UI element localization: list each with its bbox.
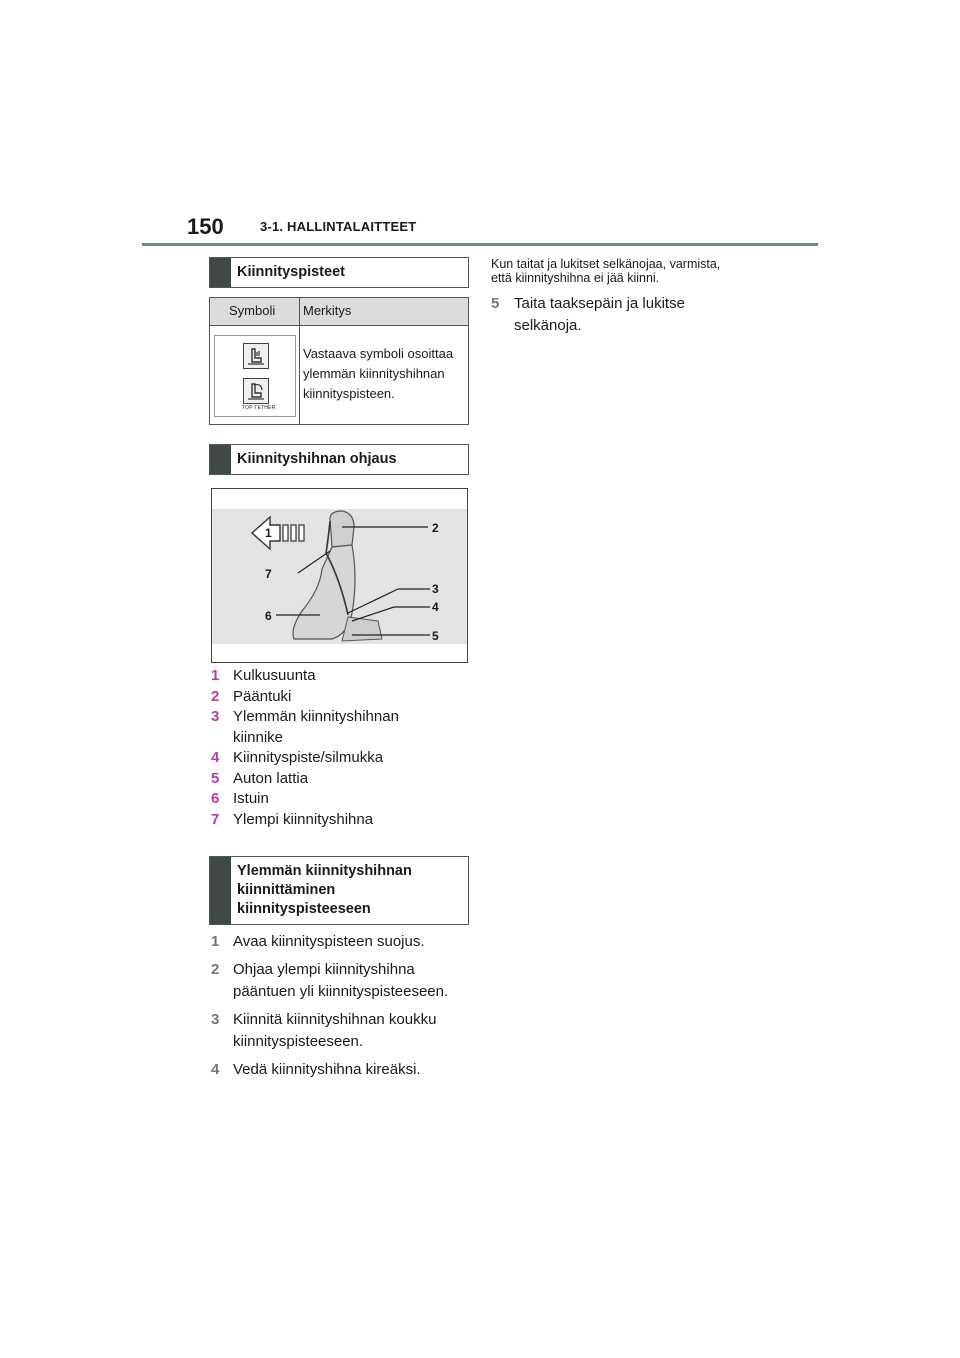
diagram-label-2: 2 [432,521,439,535]
symbol-table [209,297,469,425]
step-item: 5 Taita taaksepäin ja lukitse selkänoja. [491,295,685,334]
step-item: 1 Avaa kiinnityspisteen suojus. [211,933,425,950]
col-symbol-header: Symboli [229,303,276,318]
header-rule [142,243,818,246]
diagram-label-5: 5 [432,629,439,643]
step-5 [491,293,751,337]
attach-tether-title: Ylemmän kiinnityshihnan kiinnittäminen kiinnityspisteeseen [237,863,412,917]
legend-item: 3 Ylemmän kiinnityshihnan kiinnike [211,708,399,746]
symbol-cell [214,335,296,417]
column-separator [299,298,300,424]
symbol-meaning: Vastaava symboli osoittaa ylemmän kiinnityshihnan kiinnityspisteen. [303,346,454,401]
attach-tether-heading [209,856,469,925]
symbol-table-header [210,298,468,326]
legend-item: 4 Kiinnityspiste/silmukka [211,749,384,766]
child-seat-anchor-icon [243,343,269,369]
anchor-points-heading [209,257,469,288]
diagram-legend [211,666,461,830]
legend-item: 2 Pääntuki [211,687,292,705]
diagram-label-4: 4 [432,600,439,614]
tether-routing-heading [209,444,469,475]
diagram-label-1: 1 [265,526,272,540]
diagram-label-3: 3 [432,582,439,596]
step-item: 3 Kiinnitä kiinnityshihnan koukku kiinnityspisteeseen. [211,1011,437,1050]
legend-item: 7 Ylempi kiinnityshihna [211,810,374,828]
col-meaning-header: Merkitys [303,303,352,318]
step-item: 4 Vedä kiinnityshihna kireäksi. [211,1061,421,1078]
fold-note: Kun taitat ja lukitset selkänojaa, varmista, että kiinnityshihna ei jää kiinni. [491,257,721,285]
anchor-points-title: Kiinnityspisteet [237,264,345,280]
page-number: 150 [187,214,224,239]
section-title: 3-1. HALLINTALAITTEET [260,219,417,234]
heading-bar [210,857,231,924]
legend-item: 6 Istuin [211,790,269,807]
top-tether-caption: TOP TETHER [242,405,276,411]
legend-item: 1 Kulkusuunta [211,667,316,684]
legend-item: 5 Auton lattia [211,769,309,787]
heading-bar [210,258,231,287]
diagram-label-6: 6 [265,609,272,623]
diagram-label-7: 7 [265,567,272,581]
step-item: 2 Ohjaa ylempi kiinnityshihna pääntuen yli kiinnityspisteeseen. [211,961,449,1000]
tether-routing-diagram [211,488,468,663]
attach-steps [211,931,469,1087]
heading-bar [210,445,231,474]
top-tether-icon [243,378,269,404]
seat-diagram-svg [212,489,467,662]
tether-routing-title: Kiinnityshihnan ohjaus [237,451,397,467]
